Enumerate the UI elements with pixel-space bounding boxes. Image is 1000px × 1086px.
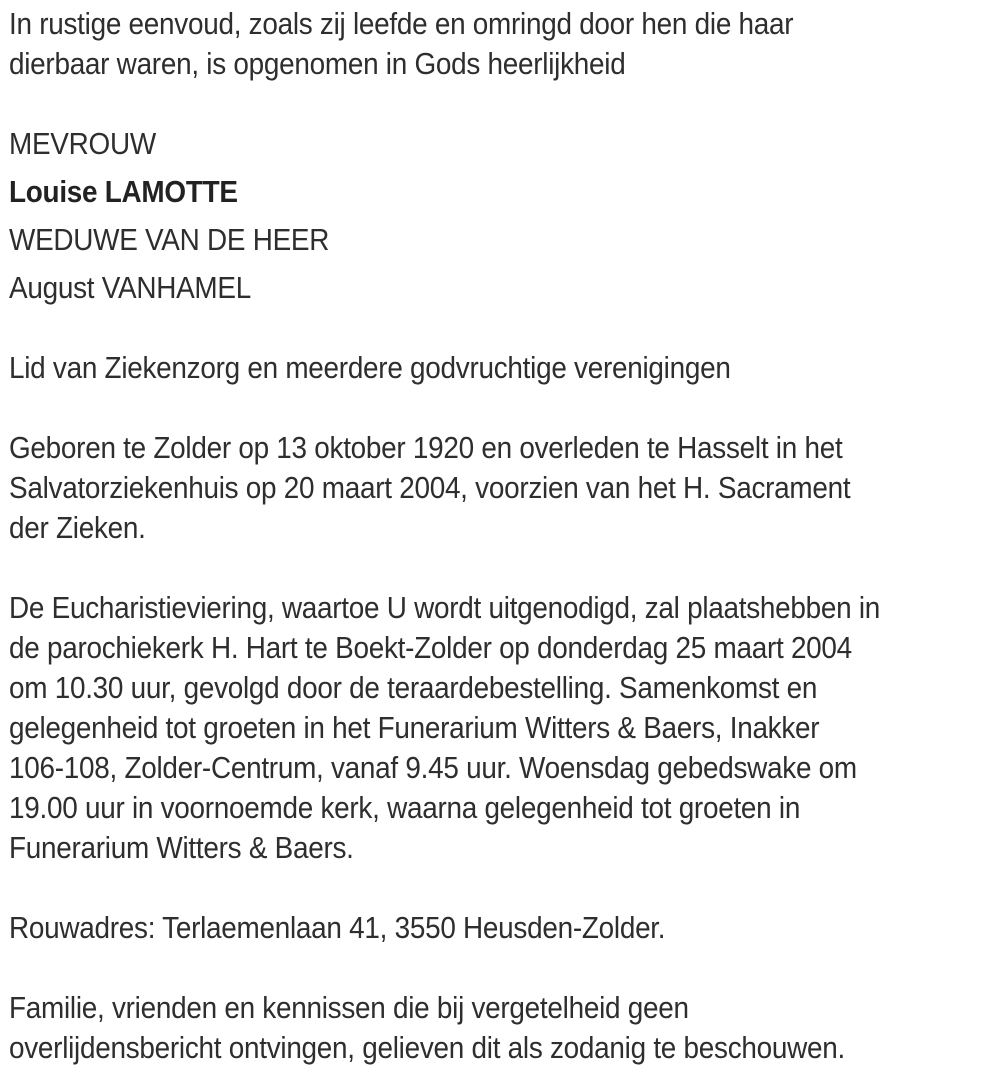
intro-line: dierbaar waren, is opgenomen in Gods heerlijkheid <box>9 46 626 81</box>
closing-line: overlijdensbericht ontvingen, gelieven dit als zodanig te beschouwen. <box>9 1030 845 1065</box>
deceased-salutation: MEVROUW <box>9 126 156 161</box>
service-paragraph <box>9 588 990 868</box>
closing-line: Familie, vrienden en kennissen die bij vergetelheid geen <box>9 990 689 1025</box>
life-dates-paragraph <box>9 428 990 548</box>
life-dates-line: Salvatorziekenhuis op 20 maart 2004, voorzien van het H. Sacrament <box>9 470 851 505</box>
intro-paragraph <box>9 4 990 84</box>
mourning-address-line: Rouwadres: Terlaemenlaan 41, 3550 Heusden-Zolder. <box>9 910 666 945</box>
closing-paragraph <box>9 988 990 1068</box>
service-line: Funerarium Witters & Baers. <box>9 830 354 865</box>
deceased-block <box>9 124 990 308</box>
service-line: 19.00 uur in voornoemde kerk, waarna gelegenheid tot groeten in <box>9 790 801 825</box>
service-line: De Eucharistieviering, waartoe U wordt uitgenodigd, zal plaatshebben in <box>9 590 881 625</box>
membership-line: Lid van Ziekenzorg en meerdere godvruchtige verenigingen <box>9 350 731 385</box>
mourning-address-paragraph <box>9 908 990 948</box>
service-line: om 10.30 uur, gevolgd door de teraardebestelling. Samenkomst en <box>9 670 818 705</box>
membership-paragraph <box>9 348 990 388</box>
spouse-name: August VANHAMEL <box>9 270 251 305</box>
life-dates-line: Geboren te Zolder op 13 oktober 1920 en overleden te Hasselt in het <box>9 430 843 465</box>
service-line: de parochiekerk H. Hart te Boekt-Zolder op donderdag 25 maart 2004 <box>9 630 852 665</box>
life-dates-line: der Zieken. <box>9 510 146 545</box>
widow-label: WEDUWE VAN DE HEER <box>9 222 330 257</box>
deceased-name: Louise LAMOTTE <box>9 174 238 209</box>
service-line: gelegenheid tot groeten in het Funerarium Witters & Baers, Inakker <box>9 710 820 745</box>
service-line: 106-108, Zolder-Centrum, vanaf 9.45 uur. Woensdag gebedswake om <box>9 750 857 785</box>
intro-line: In rustige eenvoud, zoals zij leefde en omringd door hen die haar <box>9 6 794 41</box>
